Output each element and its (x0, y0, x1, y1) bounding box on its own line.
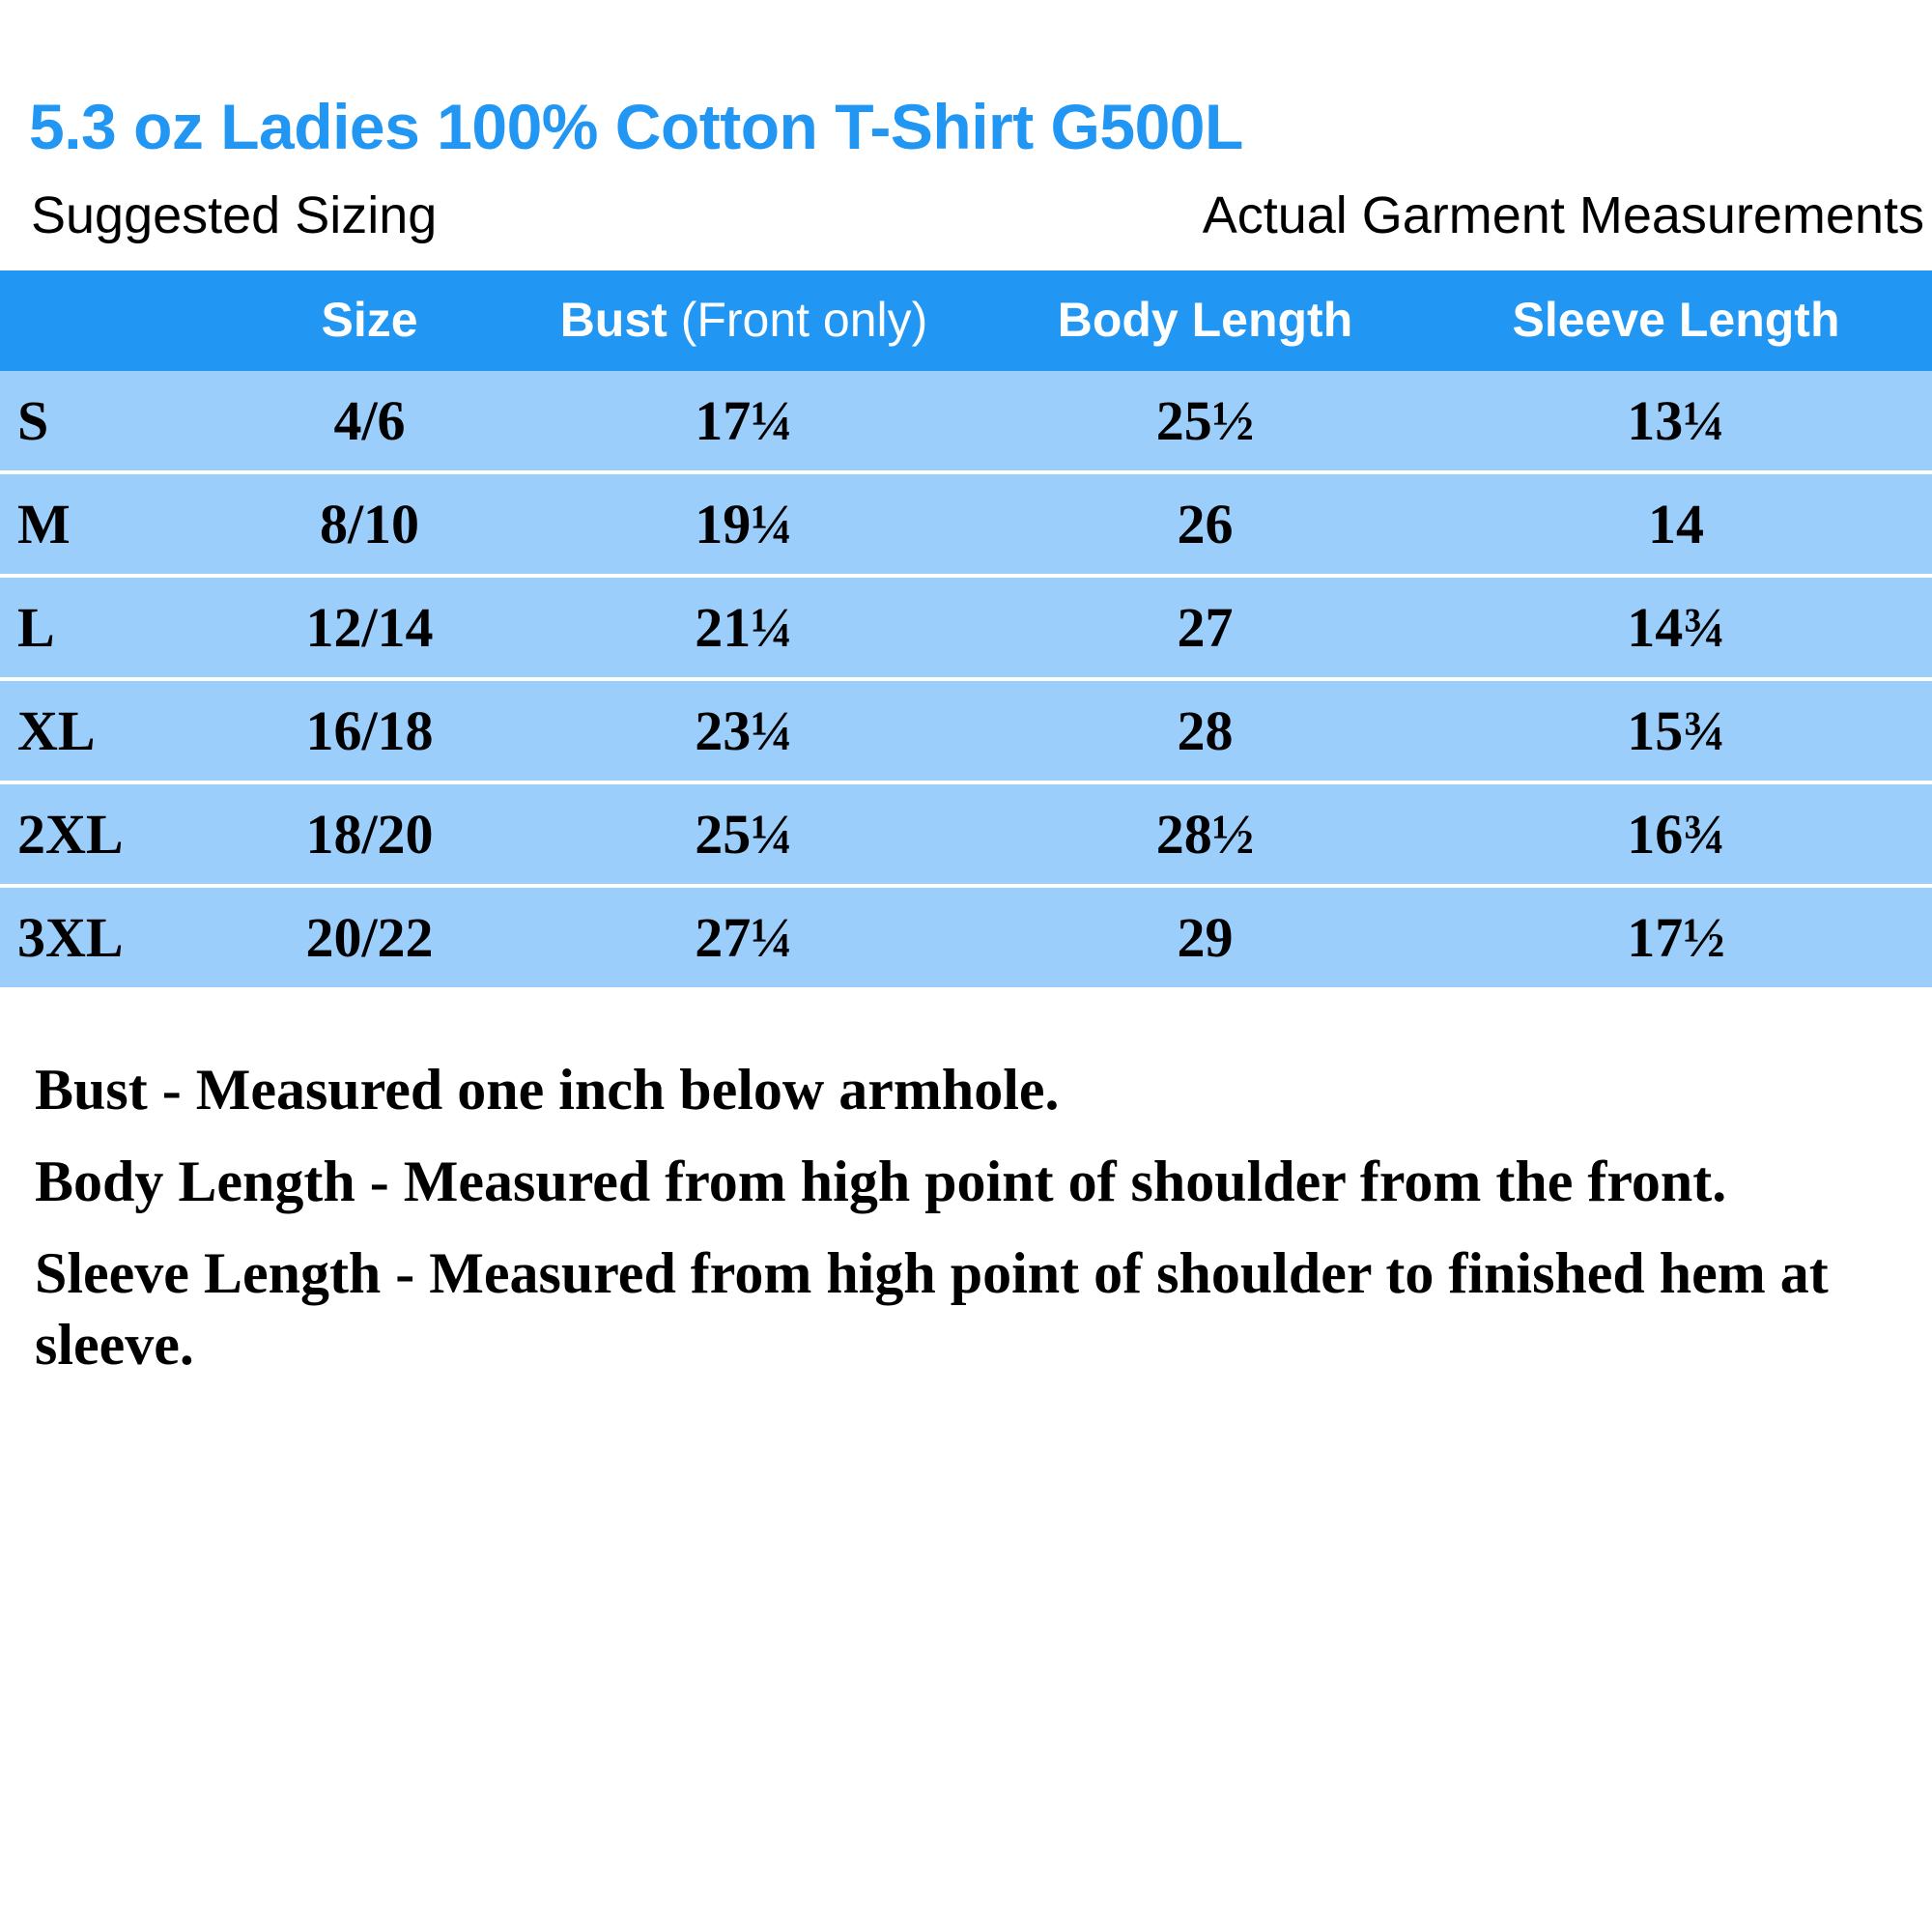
cell-sleeve-length: 13¼ (1420, 371, 1932, 472)
column-header-bust-light: (Front only) (667, 293, 928, 347)
cell-sleeve-length: 15¾ (1420, 679, 1932, 782)
cell-body-length: 27 (990, 576, 1420, 679)
cell-sleeve-length: 14 (1420, 472, 1932, 576)
cell-size-label: 3XL (0, 886, 242, 987)
cell-sleeve-length: 14¾ (1420, 576, 1932, 679)
cell-bust: 27¼ (497, 886, 990, 987)
cell-suggested-size: 12/14 (242, 576, 497, 679)
cell-bust: 17¼ (497, 371, 990, 472)
table-header (0, 270, 1932, 371)
cell-size-label: 2XL (0, 782, 242, 886)
table-row (0, 472, 1932, 576)
cell-body-length: 29 (990, 886, 1420, 987)
cell-size-label: S (0, 371, 242, 472)
cell-size-label: XL (0, 679, 242, 782)
table-row (0, 576, 1932, 679)
cell-suggested-size: 18/20 (242, 782, 497, 886)
size-chart-table (0, 270, 1932, 987)
cell-body-length: 25½ (990, 371, 1420, 472)
measurement-notes (0, 1055, 1932, 1380)
cell-bust: 25¼ (497, 782, 990, 886)
cell-suggested-size: 16/18 (242, 679, 497, 782)
cell-sleeve-length: 16¾ (1420, 782, 1932, 886)
cell-bust: 19¼ (497, 472, 990, 576)
cell-bust: 21¼ (497, 576, 990, 679)
cell-body-length: 26 (990, 472, 1420, 576)
cell-body-length: 28½ (990, 782, 1420, 886)
column-header-sleeve-length: Sleeve Length (1420, 270, 1932, 371)
cell-bust: 23¼ (497, 679, 990, 782)
cell-sleeve-length: 17½ (1420, 886, 1932, 987)
note-body-length: Body Length - Measured from high point of shoulder from the front. (35, 1150, 1727, 1214)
cell-suggested-size: 20/22 (242, 886, 497, 987)
note-bust: Bust - Measured one inch below armhole. (35, 1058, 1060, 1122)
column-header-body-length: Body Length (990, 270, 1420, 371)
table-header-row (0, 270, 1932, 371)
page-title: 5.3 oz Ladies 100% Cotton T-Shirt G500L (29, 91, 1243, 162)
table-row (0, 782, 1932, 886)
table-row (0, 679, 1932, 782)
cell-suggested-size: 8/10 (242, 472, 497, 576)
column-header-bust-strong: Bust (559, 293, 668, 347)
actual-garment-measurements-label: Actual Garment Measurements (1202, 186, 1924, 244)
cell-size-label: M (0, 472, 242, 576)
suggested-sizing-label: Suggested Sizing (31, 186, 438, 244)
column-header-size: Size (242, 270, 497, 371)
table-body (0, 371, 1932, 987)
cell-suggested-size: 4/6 (242, 371, 497, 472)
cell-size-label: L (0, 576, 242, 679)
cell-body-length: 28 (990, 679, 1420, 782)
column-header-bust (497, 270, 990, 371)
table-row (0, 371, 1932, 472)
note-sleeve-length: Sleeve Length - Measured from high point of shoulder to finished hem at sleeve. (35, 1241, 1829, 1377)
subheading-row (0, 158, 1932, 245)
table-row (0, 886, 1932, 987)
column-header-blank (0, 270, 242, 371)
